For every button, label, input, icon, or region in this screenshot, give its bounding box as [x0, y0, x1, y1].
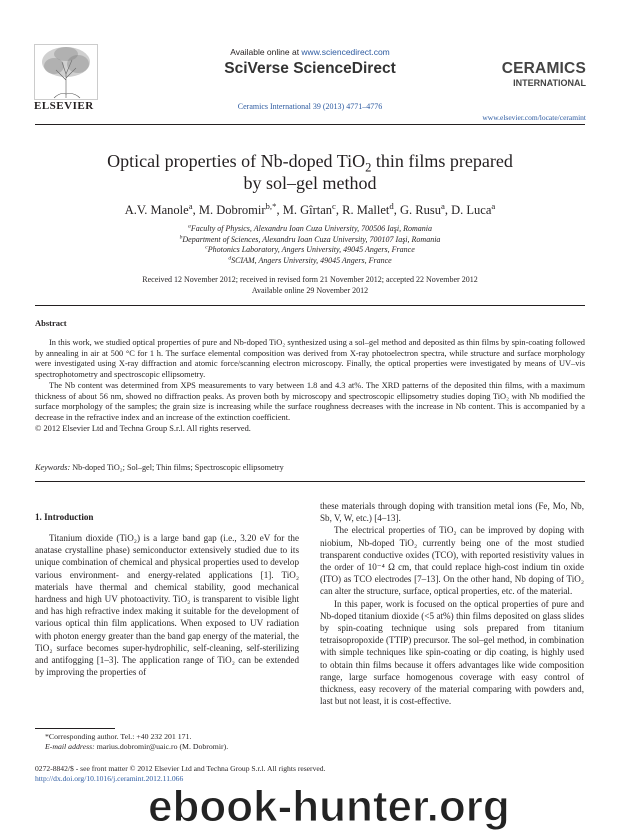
article-dates: Received 12 November 2012; received in revised form 21 November 2012; accepted 22 November 2012 Available online 29 November 2012 [142, 275, 478, 295]
author[interactable]: M. Dobromir$^{b,*}$ [198, 200, 277, 217]
elsevier-tree-logo [34, 44, 98, 100]
header-rule [35, 124, 585, 125]
body-paragraph: The electrical properties of TiO₂ can be improved by doping with niobium, Nb-doped TiO₂ currently being one of the most studied transparent conductive oxides (TCO), with reported resistivity values in the order of 10⁻⁴ Ω cm, that could replace high-cost indium tin oxide (ITO) as TCO electrodes [7–13]. On the other hand, Nb doping of TiO₂ can alter the structure, surface, optical properties, etc. of the material. [320, 525, 584, 597]
available-online: Available online at www.sciencedirect.com [230, 47, 390, 57]
section-heading: 1. Introduction [35, 512, 94, 522]
body-paragraph: these materials through doping with transition metal ions (Fe, Mo, Nb, Sb, V, W, etc.) [4–13]. [320, 501, 584, 524]
ceramics-logo-line2: INTERNATIONAL [513, 78, 586, 88]
author[interactable]: A.V. Manole$^a$ [124, 200, 193, 217]
author[interactable]: D. Luca$^a$ [451, 200, 496, 217]
abstract-bottom-rule [35, 481, 585, 482]
journal-url[interactable]: www.elsevier.com/locate/ceramint [482, 113, 586, 122]
abstract-body [35, 338, 585, 434]
keywords: Keywords: Nb-doped TiO₂; Sol–gel; Thin films; Spectroscopic ellipsometry [35, 463, 284, 472]
affiliations [35, 224, 585, 266]
corresponding-author-note: *Corresponding author. Tel.: +40 232 201 171. [45, 732, 192, 741]
left-column [35, 532, 299, 678]
email-note: E-mail address: marius.dobromir@uaic.ro (M. Dobromir). [45, 742, 229, 751]
body-paragraph: In this paper, work is focused on the optical properties of pure and Nb-doped titanium dioxide (<5 at%) thin films deposited on glass slides by spin-coating technique using sols prepared from titanium tetraisopropoxide (TTIP) precursor. The sol–gel method, in combination with simple techniques like spin-coating or dip coating, is highly used to obtain thin films because it offers advantages like wide composition range, large surface homogenous coverage with easy control of thickness, easy recovery of the material comparing with powders and, last but not least, it is cost-effective. [320, 598, 584, 707]
sciencedirect-link[interactable]: www.sciencedirect.com [301, 47, 390, 57]
copyright: © 2012 Elsevier Ltd and Techna Group S.r.l. All rights reserved. [35, 423, 251, 433]
abstract-paragraph: The Nb content was determined from XPS measurements to vary between 1.8 and 4.3 at%. The XRD patterns of the deposited thin films, with a maximum thickness of about 56 nm, showed no diffraction peaks. As proven both by microscopy and spectroscopic ellipsometry studies doping TiO₂ with Nb modified the surface morphology of the samples; the grain size is increasing while the surface roughness decreases with the increase in Nb content. This is accompanied by a decrease in the refractive index and an increase of the extinction coefficient. [35, 380, 585, 422]
body-paragraph: Titanium dioxide (TiO₂) is a large band gap (i.e., 3.20 eV for the anatase crystalline phase) semiconductor extensively studied due to its unique combination of chemical and physical properties used to develop various environment- and energy-related applications [1]. TiO₂ materials have thermal and chemical stability, good mechanical hardness and high UV photoactivity. TiO₂ is transparent to visible light and has high refractive index making it suitable for the development of various optical thin film applications. When exposed to UV radiation with photon energy greater than the band gap energy of the material, the TiO₂ surface becomes super-hydrophilic, self-cleaning, self-sterilizing and antifogging [1–3]. The application range of TiO₂ can be extended by improving the properties of [35, 533, 299, 678]
author[interactable]: M. Gîrtan$^c$ [282, 200, 336, 217]
article-title: Optical properties of Nb-doped TiO$_2$ thin films prepared by sol–gel method [107, 151, 513, 193]
footnote-rule [35, 728, 115, 729]
journal-reference[interactable]: Ceramics International 39 (2013) 4771–4776 [237, 102, 383, 111]
sciverse-logo: SciVerse ScienceDirect [224, 60, 396, 77]
affiliation: $^d$SCIAM, Angers University, 49045 Angers, France [228, 254, 392, 265]
watermark: ebook-hunter.org [148, 782, 510, 831]
ceramics-logo-line1: CERAMICS [501, 60, 586, 77]
affiliation: $^a$Faculty of Physics, Alexandru Ioan Cuza University, 700506 Iaşi, Romania [188, 223, 432, 233]
page-footer: 0272-8842/$ - see front matter © 2012 Elsevier Ltd and Techna Group S.r.l. All rights reserved. http://dx.doi.org/10.1016/j.ceramint.2012.11.066 [35, 764, 585, 784]
abstract-heading: Abstract [35, 318, 67, 328]
abstract-top-rule [35, 305, 585, 306]
footnotes [35, 732, 299, 752]
abstract-paragraph: In this work, we studied optical properties of pure and Nb-doped TiO₂ synthesized using a sol–gel method and deposited as thin films by spin-coating followed by annealing in air at 500 °C for 1 h. The surface elemental composition was derived from X-ray photoelectron spectra, while structure and surface morphology were investigated using X-ray diffraction and atomic force/scanning electron microscopy. Finally, the optical properties were investigated by means of UV–vis spectrophotometry and spectroscopic ellipsometry. [35, 338, 585, 380]
doi-link[interactable]: http://dx.doi.org/10.1016/j.ceramint.2012.11.066 [35, 774, 184, 783]
author-list: A.V. Manole$^a$, M. Dobromir$^{b,*}$, M. Gîrtan$^c$, R. Mallet$^d$, G. Rusu$^a$, D. Luca$^a$ [124, 200, 496, 217]
elsevier-wordmark: ELSEVIER [34, 100, 94, 112]
affiliation: $^b$Department of Sciences, Alexandru Ioan Cuza University, 700107 Iaşi, Romania [179, 233, 441, 244]
right-column [320, 500, 584, 707]
author[interactable]: G. Rusu$^a$ [400, 200, 445, 217]
affiliation: $^c$Photonics Laboratory, Angers University, 49045 Angers, France [205, 244, 415, 254]
author[interactable]: R. Mallet$^d$ [342, 200, 394, 217]
